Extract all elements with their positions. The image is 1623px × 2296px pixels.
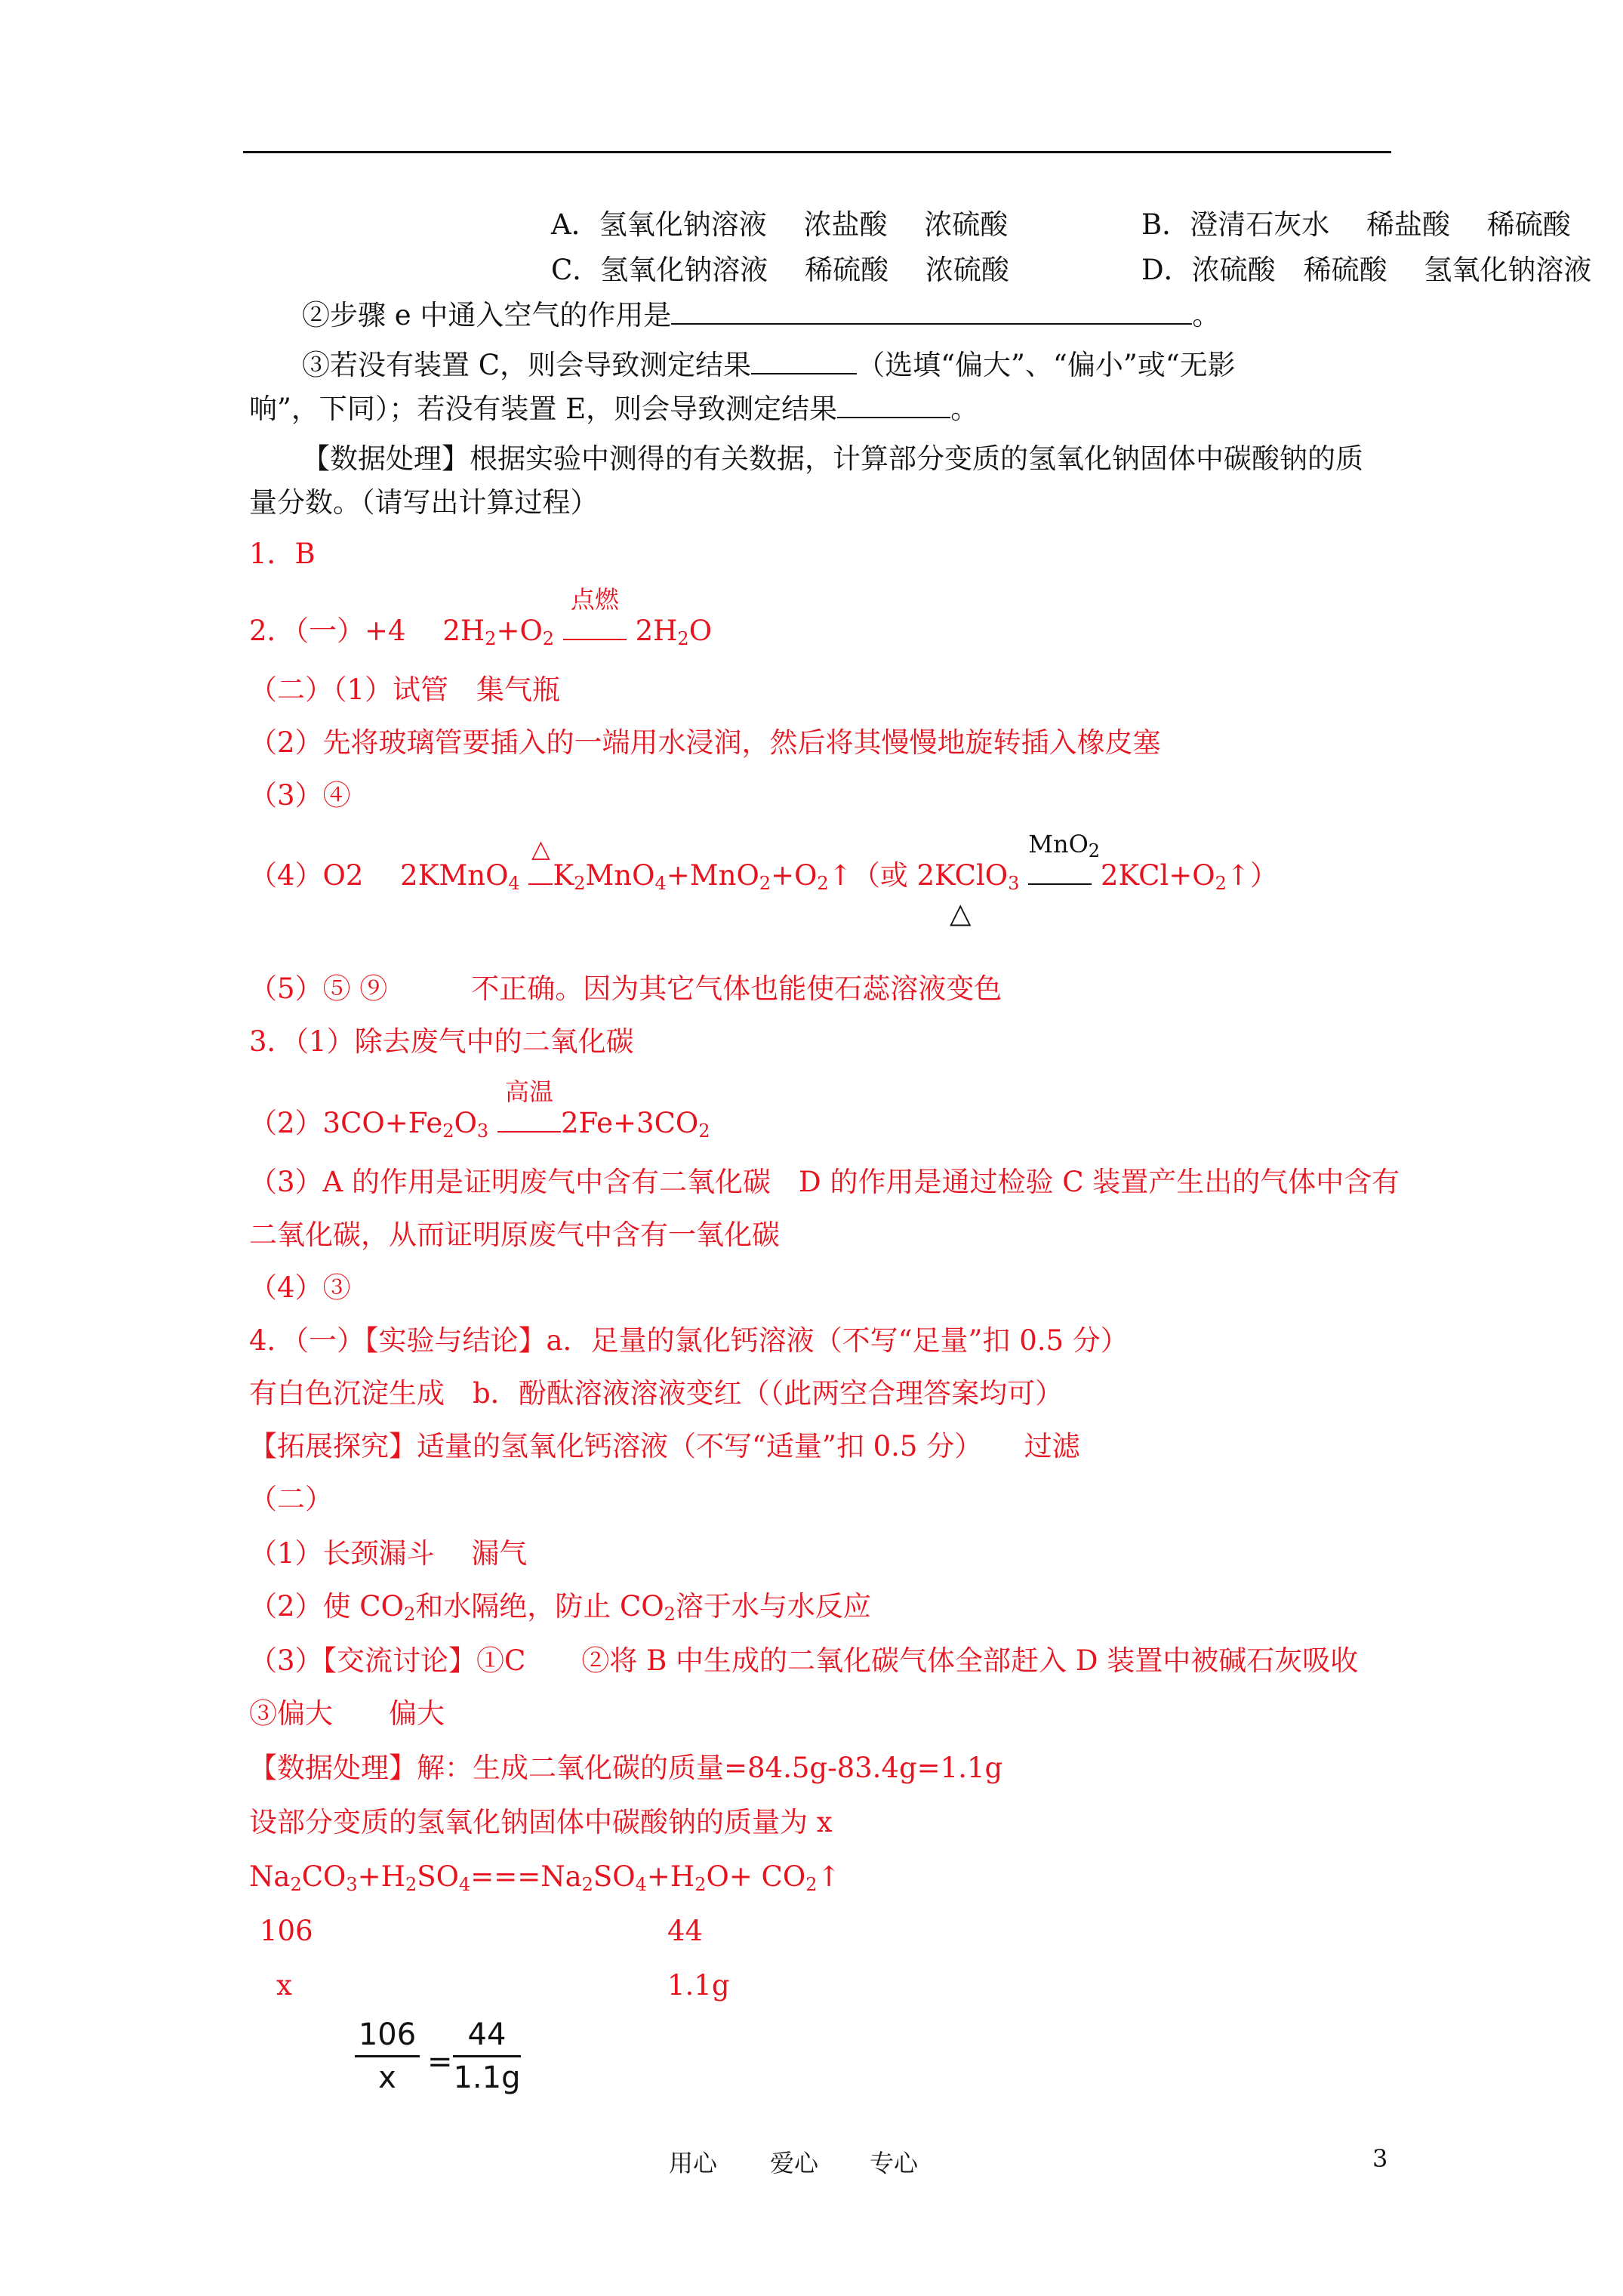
answer-2-part-2-3: （3）④	[249, 779, 351, 812]
answer-4-9: 【数据处理】解：生成二氧化碳的质量=84.5g-83.4g=1.1g	[249, 1752, 1003, 1784]
answer-3-1: 3．（1）除去废气中的二氧化碳	[249, 1025, 634, 1058]
answer-4-3: 【拓展探究】适量的氢氧化钙溶液（不写“适量”扣 0.5 分） 过滤	[249, 1430, 1080, 1462]
unknown-mass: x	[276, 1969, 292, 2002]
chemical-equation: $Na_2CO_3+H_2SO_4===Na_2SO_4+H_2O+$ $CO_2↑$	[249, 1860, 841, 1895]
fraction-left: 106 x	[355, 2017, 420, 2095]
answer-2-part-2-5: （5）⑤ ⑨ 不正确。因为其它气体也能使石蕊溶液变色	[249, 972, 1002, 1005]
question-2: ②步骤 e 中通入空气的作用是 。	[302, 299, 1221, 331]
option-a: A．氢氧化钠溶液 浓盐酸 浓硫酸	[551, 208, 1009, 241]
answer-4-2: 有白色沉淀生成 b．酚酞溶液溶液变红（（此两空合理答案均可）	[249, 1377, 1064, 1410]
answer-4-4: （二）	[249, 1483, 333, 1515]
answer-4-7: （3）【交流讨论】①C ②将 B 中生成的二氧化碳气体全部赶入 D 装置中被碱石灰吸收	[249, 1644, 1359, 1677]
answer-4-6: （2）使 $CO_2$和水隔绝，防止 $CO_2$溶于水与水反应	[249, 1590, 871, 1625]
answer-3-3-line-2: 二氧化碳，从而证明原废气中含有一氧化碳	[249, 1219, 780, 1251]
page-number: 3	[1372, 2144, 1388, 2173]
footer-word-3: 专心	[870, 2149, 919, 2177]
molar-mass-co2: 44	[667, 1915, 704, 1947]
fraction-right: 44 1.1g	[453, 2017, 521, 2095]
reaction-condition: 点燃	[563, 613, 627, 649]
answer-2-part-2-4: （4）O2 2KMnO$_4$ △ $K_2MnO_4+MnO_2+O_2↑$（或 2KClO$_3$ MnO$_2$ $2KCl+O_2↑$）	[249, 830, 1278, 894]
answer-2-part-2-2: （2）先将玻璃管要插入的一端用水浸润，然后将其慢慢地旋转插入橡皮塞	[249, 726, 1161, 759]
question-3-line-1: ③若没有装置 C，则会导致测定结果 （选填“偏大”、“偏小”或“无影	[302, 349, 1236, 381]
data-processing-line-1: 【数据处理】根据实验中测得的有关数据，计算部分变质的氢氧化钠固体中碳酸钠的质	[302, 442, 1363, 475]
answer-3-4: （4）③	[249, 1271, 351, 1304]
molar-mass-na2co3: 106	[260, 1915, 313, 1947]
header-rule	[243, 151, 1391, 153]
answer-4-5: （1）长颈漏斗 漏气	[249, 1537, 528, 1570]
option-d: D．浓硫酸 稀硫酸 氢氧化钠溶液	[1141, 254, 1592, 286]
option-c: C．氢氧化钠溶液 稀硫酸 浓硫酸	[551, 254, 1009, 286]
high-temp-condition: 高温	[497, 1105, 561, 1142]
answer-blank[interactable]	[837, 391, 950, 418]
question-3-line-2: 响”，下同）；若没有装置 E，则会导致测定结果 。	[249, 393, 979, 425]
footer-word-2: 爱心	[770, 2149, 819, 2177]
heat-condition: △	[528, 858, 553, 894]
answer-blank[interactable]	[751, 347, 857, 374]
answer-3-2: $(2)3CO+Fe_2O_3$ 高温 $2Fe+3CO_2$	[249, 1077, 710, 1142]
fraction-equals: =	[427, 2045, 453, 2079]
catalyst-condition: MnO$_2$	[1028, 858, 1092, 894]
answer-4-8: ③偏大 偏大	[249, 1697, 445, 1730]
data-processing-line-2: 量分数。（请写出计算过程）	[249, 486, 599, 519]
option-b: B．澄清石灰水 稀盐酸 稀硫酸	[1141, 208, 1571, 241]
answer-4-10: 设部分变质的氢氧化钠固体中碳酸钠的质量为 x	[249, 1806, 833, 1838]
answer-blank[interactable]	[671, 297, 1192, 325]
answer-1: 1．B	[249, 538, 316, 570]
co2-mass: 1.1g	[667, 1969, 730, 2002]
answer-4-1: 4．（一）【实验与结论】a．足量的氯化钙溶液（不写“足量”扣 0.5 分）	[249, 1324, 1129, 1357]
answer-2-line-1: 2．（一）+4 $2H_2+O_2$ 点燃 $2H_2O$	[249, 585, 713, 649]
answer-2-part-2-1: （二）（1）试管 集气瓶	[249, 673, 561, 706]
footer-word-1: 用心	[669, 2149, 718, 2177]
answer-3-3-line-1: （3）A 的作用是证明废气中含有二氧化碳 D 的作用是通过检验 C 装置产生出的气体中含有	[249, 1166, 1400, 1198]
heat-symbol: △	[950, 897, 972, 929]
